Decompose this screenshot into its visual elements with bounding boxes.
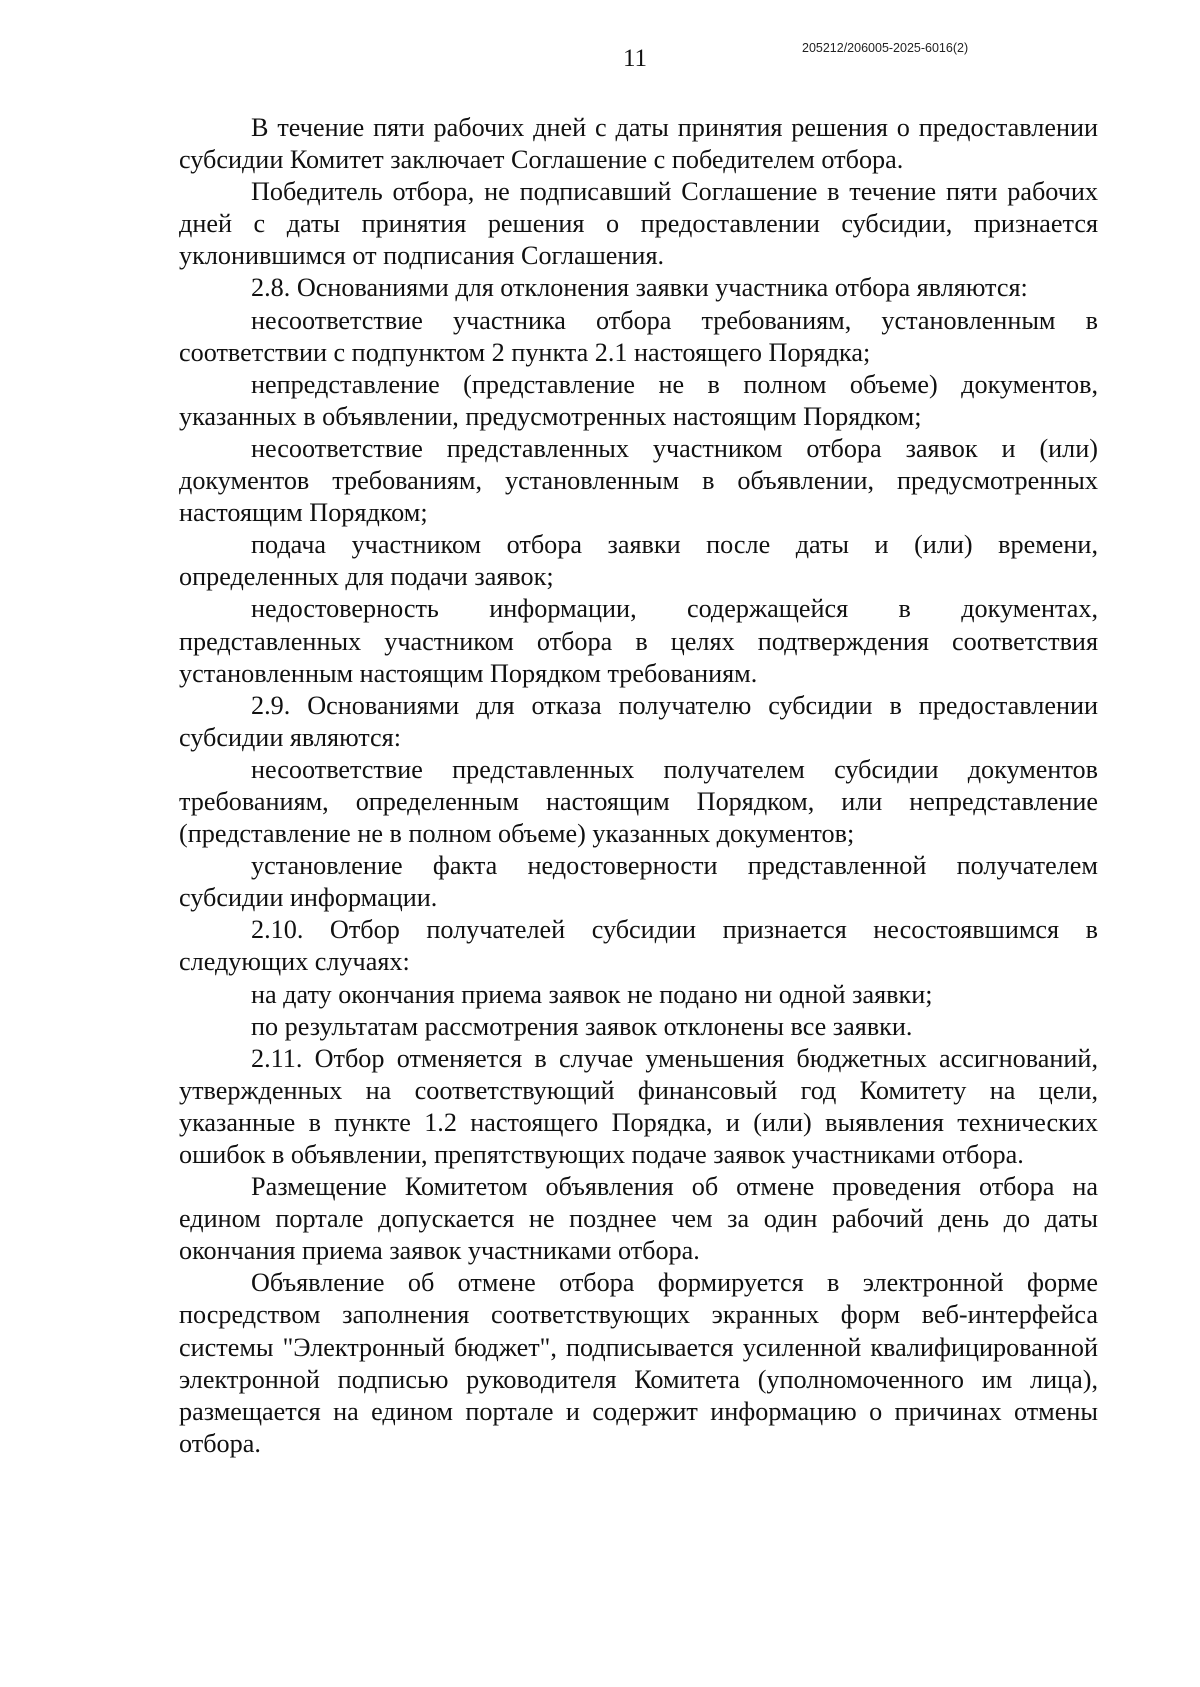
paragraph: Объявление об отмене отбора формируется в электронной форме посредством заполнения соответствующих экранных форм веб-интерфейса системы "Электронный бюджет", подписывается усиленной квалифицированной электронной подписью руководителя Комитета (уполномоченного им лица), размещается на едином портале и содержит информацию о причинах отмены отбора.	[179, 1268, 1098, 1458]
paragraph: 2.11. Отбор отменяется в случае уменьшения бюджетных ассигнований, утвержденных на соответствующий финансовый год Комитету на цели, указанные в пункте 1.2 настоящего Порядка, и (или) выявления технических ошибок в объявлении, препятствующих подаче заявок участниками отбора.	[179, 1043, 1098, 1169]
paragraph: по результатам рассмотрения заявок отклонены все заявки.	[251, 1011, 913, 1041]
paragraph: на дату окончания приема заявок не подано ни одной заявки;	[251, 979, 933, 1009]
paragraph: несоответствие представленных получателем субсидии документов требованиям, определенным настоящим Порядком, или непредставление (представление не в полном объеме) указанных документов;	[179, 754, 1098, 849]
paragraph: непредставление (представление не в полном объеме) документов, указанных в объявлении, предусмотренных настоящим Порядком;	[179, 369, 1098, 431]
paragraph: 2.10. Отбор получателей субсидии признается несостоявшимся в следующих случаях:	[179, 915, 1098, 977]
paragraph: несоответствие участника отбора требованиям, установленным в соответствии с подпунктом 2 пункта 2.1 настоящего Порядка;	[179, 305, 1098, 367]
paragraph: 2.9. Основаниями для отказа получателю субсидии в предоставлении субсидии являются:	[179, 690, 1098, 752]
paragraph: установление факта недостоверности представленной получателем субсидии информации.	[179, 851, 1098, 913]
paragraph: Победитель отбора, не подписавший Соглашение в течение пяти рабочих дней с даты принятия решения о предоставлении субсидии, признается уклонившимся от подписания Соглашения.	[179, 177, 1098, 271]
paragraph: 2.8. Основаниями для отклонения заявки участника отбора являются:	[251, 273, 1028, 303]
paragraph: недостоверность информации, содержащейся в документах, представленных участником отбора в целях подтверждения соответствия установленным настоящим Порядком требованиям.	[179, 594, 1098, 688]
paragraph: В течение пяти рабочих дней с даты принятия решения о предоставлении субсидии Комитет заключает Соглашение с победителем отбора.	[179, 113, 1098, 175]
paragraph: несоответствие представленных участником отбора заявок и (или) документов требованиям, установленным в объявлении, предусмотренных настоящим Порядком;	[179, 433, 1098, 528]
paragraph: Размещение Комитетом объявления об отмене проведения отбора на едином портале допускается не позднее чем за один рабочий день до даты окончания приема заявок участниками отбора.	[179, 1172, 1098, 1266]
document-body	[179, 112, 1098, 1460]
paragraph: подача участником отбора заявки после даты и (или) времени, определенных для подачи заявок;	[179, 530, 1098, 592]
document-id: 205212/206005-2025-6016(2)	[802, 41, 969, 55]
page-number: 11	[622, 45, 648, 72]
